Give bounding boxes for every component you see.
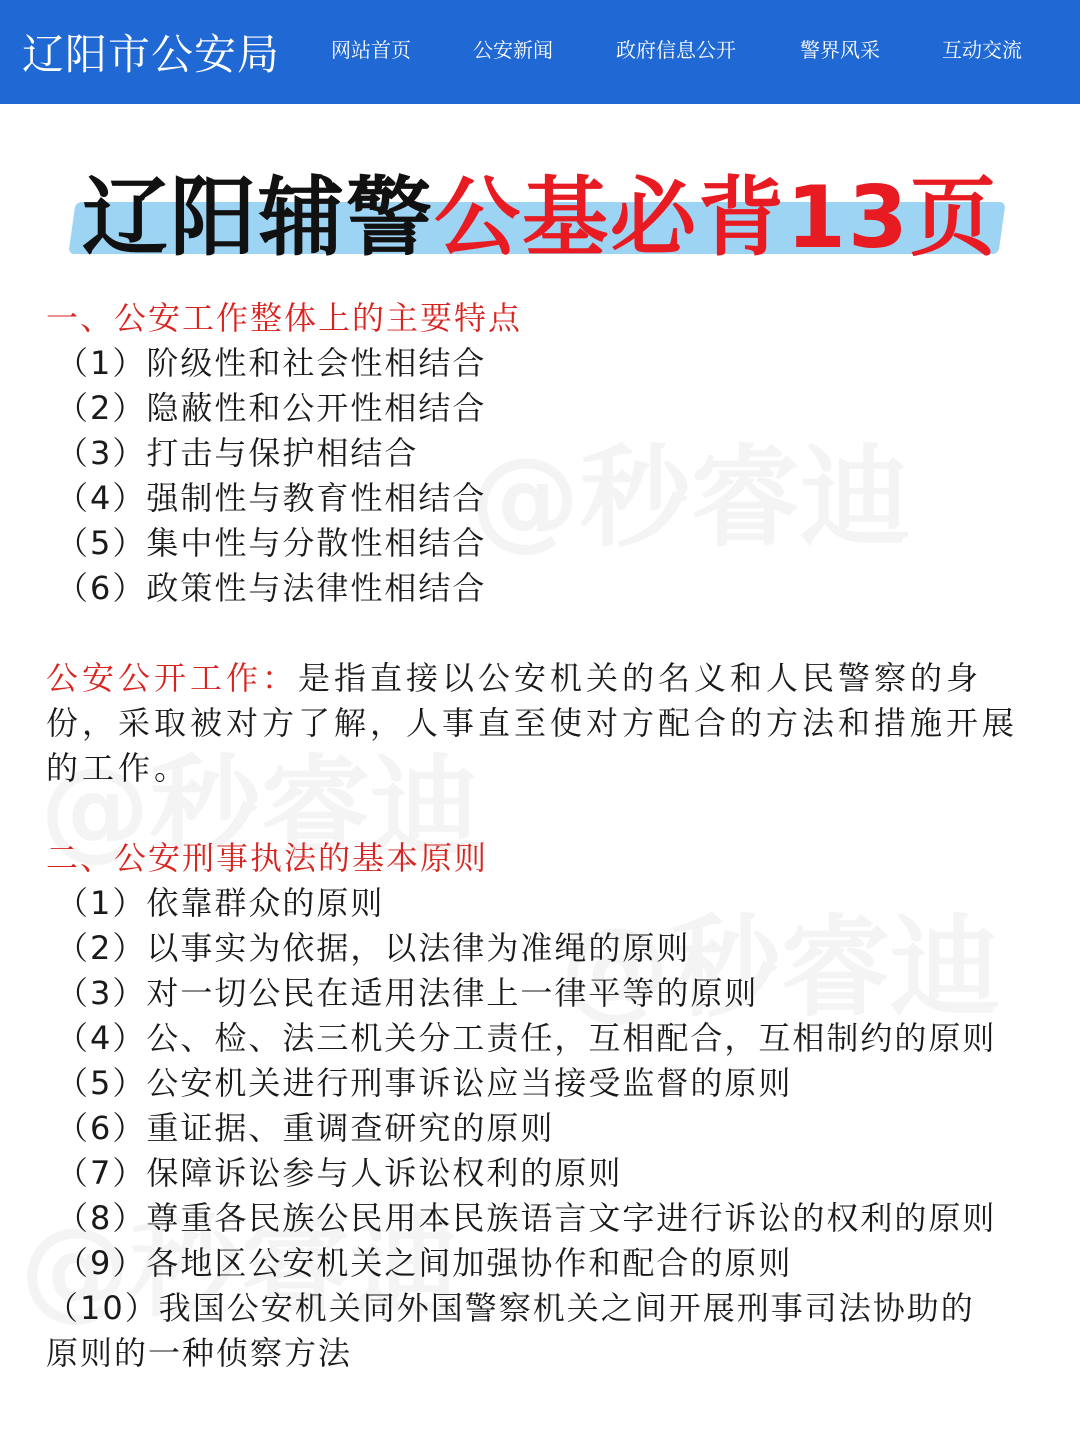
list-item: （5）公安机关进行刑事诉讼应当接受监督的原则 xyxy=(56,1064,793,1102)
list-item-continuation: 原则的一种侦察方法 xyxy=(46,1334,353,1372)
nav-police-style[interactable]: 警界风采 xyxy=(800,38,880,62)
list-item: （10）我国公安机关同外国警察机关之间开展刑事司法协助的 xyxy=(46,1289,975,1327)
list-item: （2）以事实为依据，以法律为准绳的原则 xyxy=(56,929,691,967)
nav-home[interactable]: 网站首页 xyxy=(331,38,411,62)
title-black-part: 辽阳辅警 xyxy=(82,168,435,268)
article-body xyxy=(46,296,1046,1376)
list-item: （4）公、检、法三机关分工责任，互相配合，互相制约的原则 xyxy=(56,1019,997,1057)
spacer xyxy=(46,611,1046,656)
title-red-part: 公基必背13页 xyxy=(434,168,998,268)
spacer xyxy=(46,791,1046,836)
nav-gov-info[interactable]: 政府信息公开 xyxy=(616,38,736,62)
list-item: （1）阶级性和社会性相结合 xyxy=(56,344,487,382)
definition-text: 的工作。 xyxy=(46,749,191,787)
list-item: （7）保障诉讼参与人诉讼权利的原则 xyxy=(56,1154,623,1192)
page-title xyxy=(0,148,1080,272)
definition-text: 是指直接以公安机关的名义和人民警察的身 xyxy=(298,659,983,697)
list-item: （8）尊重各民族公民用本民族语言文字进行诉讼的权利的原则 xyxy=(56,1199,997,1237)
site-name[interactable]: 辽阳市公安局 xyxy=(22,30,281,79)
definition-term: 公安公开工作： xyxy=(46,659,299,697)
list-item: （9）各地区公安机关之间加强协作和配合的原则 xyxy=(56,1244,793,1282)
list-item: （6）重证据、重调查研究的原则 xyxy=(56,1109,555,1147)
title-banner xyxy=(0,140,1080,270)
nav-police-news[interactable]: 公安新闻 xyxy=(473,38,553,62)
list-item: （2）隐蔽性和公开性相结合 xyxy=(56,389,487,427)
section-heading: 二、公安刑事执法的基本原则 xyxy=(46,839,489,877)
definition-text: 份，采取被对方了解，人事直至使对方配合的方法和措施开展 xyxy=(46,704,1019,742)
list-item: （3）对一切公民在适用法律上一律平等的原则 xyxy=(56,974,759,1012)
list-item: （4）强制性与教育性相结合 xyxy=(56,479,487,517)
definition-paragraph xyxy=(46,656,1046,791)
list-item: （5）集中性与分散性相结合 xyxy=(56,524,487,562)
main-nav xyxy=(0,34,1080,64)
nav-interaction[interactable]: 互动交流 xyxy=(942,38,1022,62)
list-item: （6）政策性与法律性相结合 xyxy=(56,569,487,607)
section-heading: 一、公安工作整体上的主要特点 xyxy=(46,299,523,337)
list-item: （3）打击与保护相结合 xyxy=(56,434,419,472)
list-item: （1）依靠群众的原则 xyxy=(56,884,385,922)
site-header xyxy=(0,0,1080,104)
